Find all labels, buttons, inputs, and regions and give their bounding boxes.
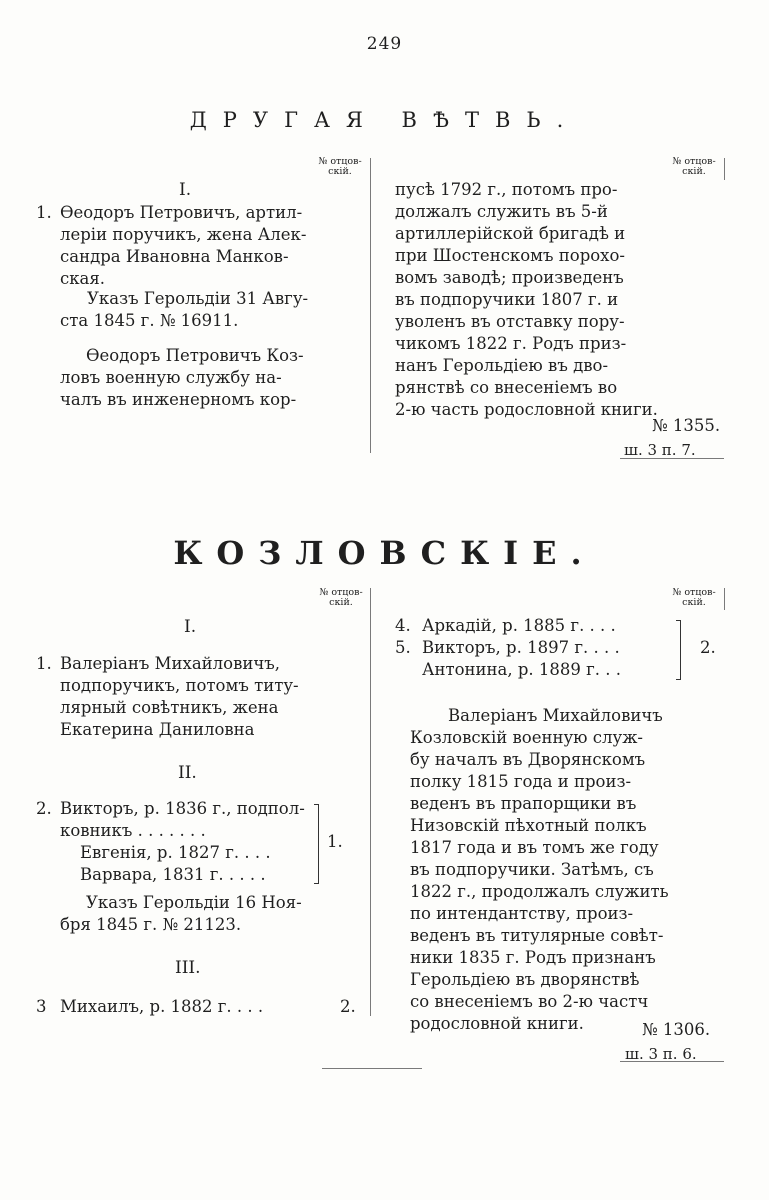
family-brace-right: [676, 620, 681, 680]
generation-number-2: II.: [178, 763, 197, 783]
column-divider-2: [370, 588, 371, 1016]
column-divider-right: [724, 158, 725, 180]
reference-underline: [620, 458, 724, 459]
generation-number: I.: [179, 180, 192, 200]
reference-sheet-2: ш. 3 п. 6.: [625, 1045, 697, 1063]
generation-number-1: I.: [184, 617, 197, 637]
section-title-other-branch: ДРУГАЯ ВѢТВЬ.: [189, 108, 580, 132]
reference-underline-2: [620, 1061, 724, 1062]
section-title-kozlovskie: КОЗЛОВСКІЕ.: [173, 534, 596, 572]
page-end-rule: [322, 1068, 422, 1069]
reference-number: № 1355.: [652, 416, 721, 435]
column-note-left: № отцов- скій.: [318, 156, 362, 177]
column-note-left-2: № отцов- скій.: [319, 587, 363, 608]
generation-number-3: III.: [175, 958, 201, 978]
entry3-number: 3: [36, 997, 47, 1016]
entry-number: 1.: [36, 203, 52, 222]
family-brace: [314, 804, 319, 884]
reference-number-2: № 1306.: [642, 1020, 711, 1039]
entry3-father-number: 2.: [340, 997, 356, 1016]
column-note-right-2: № отцов- скій.: [672, 587, 716, 608]
column-divider-right-2: [724, 588, 725, 610]
entry3-text: Михаилъ, р. 1882 г. . . .: [60, 997, 264, 1016]
reference-sheet: ш. 3 п. 7.: [624, 441, 696, 459]
column-note-right: № отцов- скій.: [672, 156, 716, 177]
column-divider: [370, 158, 371, 453]
right-father-number: 2.: [700, 638, 716, 657]
entry1-number: 1.: [36, 654, 52, 673]
entry2-number: 2.: [36, 799, 52, 818]
entry2-father-number: 1.: [327, 832, 343, 851]
page-number: 249: [366, 34, 403, 54]
